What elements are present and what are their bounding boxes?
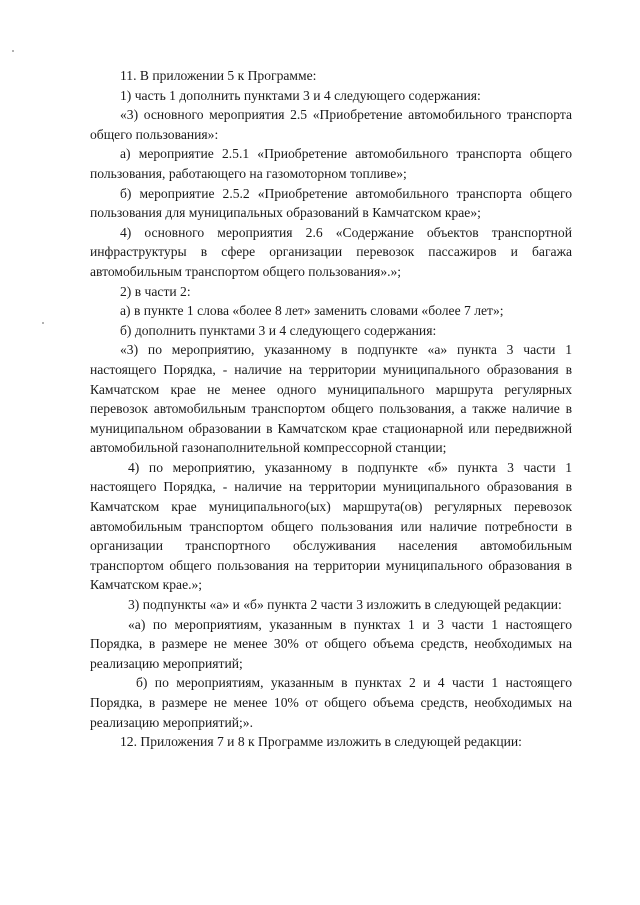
paragraph-part-3-b: б) по мероприятиям, указанным в пунктах 2 и 4 части 1 настоящего Порядка, в размере не менее 10% от общего объема средств, необходимых на реализацию мероприятий;». [90,675,572,730]
paragraph-part-3: 3) подпункты «а» и «б» пункта 2 части 3 изложить в следующей редакции: [128,597,562,613]
paragraph-point-4: 4) основного мероприятия 2.6 «Содержание объектов транспортной инфраструктуры в сфере организации перевозок пассажиров и багажа автомобильным транспортом общего пользования».»; [90,224,572,279]
margin-mark-middle [42,322,44,324]
paragraph-point-3: «3) основного мероприятия 2.5 «Приобретение автомобильного транспорта общего пользования»: [90,107,572,142]
margin-mark-top [12,50,14,52]
paragraph-item-12: 12. Приложения 7 и 8 к Программе изложить в следующей редакции: [120,734,522,750]
paragraph-subpoint-a: а) мероприятие 2.5.1 «Приобретение автомобильного транспорта общего пользования, работающего на газомоторном топливе»; [90,146,572,181]
document-body [90,66,572,752]
paragraph-new-point-4: 4) по мероприятию, указанному в подпункте «б» пункта 3 части 1 настоящего Порядка, - наличие на территории муниципального образования в Камчатском крае муниципального(ых) маршрута(ов) регулярных перевозок автомобильным транспортом общего пользования или наличие потребности в организации транспортного обслуживания населения автомобильным транспортом общего пользования на территории муниципального образования в Камчатском крае.»; [90,459,572,593]
paragraph-part-2-b: б) дополнить пунктами 3 и 4 следующего содержания: [120,322,437,338]
paragraph-part-2: 2) в части 2: [120,283,191,299]
paragraph-part-2-a: а) в пункте 1 слова «более 8 лет» заменить словами «более 7 лет»; [120,303,504,319]
paragraph-part-3-a: «а) по мероприятиям, указанным в пунктах 1 и 3 части 1 настоящего Порядка, в размере не менее 30% от общего объема средств, необходимых на реализацию мероприятий; [90,616,572,671]
paragraph-item-11: 11. В приложении 5 к Программе: [120,68,317,83]
paragraph-part-1: 1) часть 1 дополнить пунктами 3 и 4 следующего содержания: [120,87,481,103]
paragraph-new-point-3: «3) по мероприятию, указанному в подпункте «а» пункта 3 части 1 настоящего Порядка, - наличие на территории муниципального образования в Камчатском крае не менее одного муниципального маршрута регулярных перевозок автомобильным транспортом общего пользования, а также наличие в муниципальном образовании в Камчатском крае стационарной или передвижной автомобильной газонаполнительной компрессорной станции; [90,342,572,456]
paragraph-subpoint-b: б) мероприятие 2.5.2 «Приобретение автомобильного транспорта общего пользования для муниципальных образований в Камчатском крае»; [90,185,572,221]
